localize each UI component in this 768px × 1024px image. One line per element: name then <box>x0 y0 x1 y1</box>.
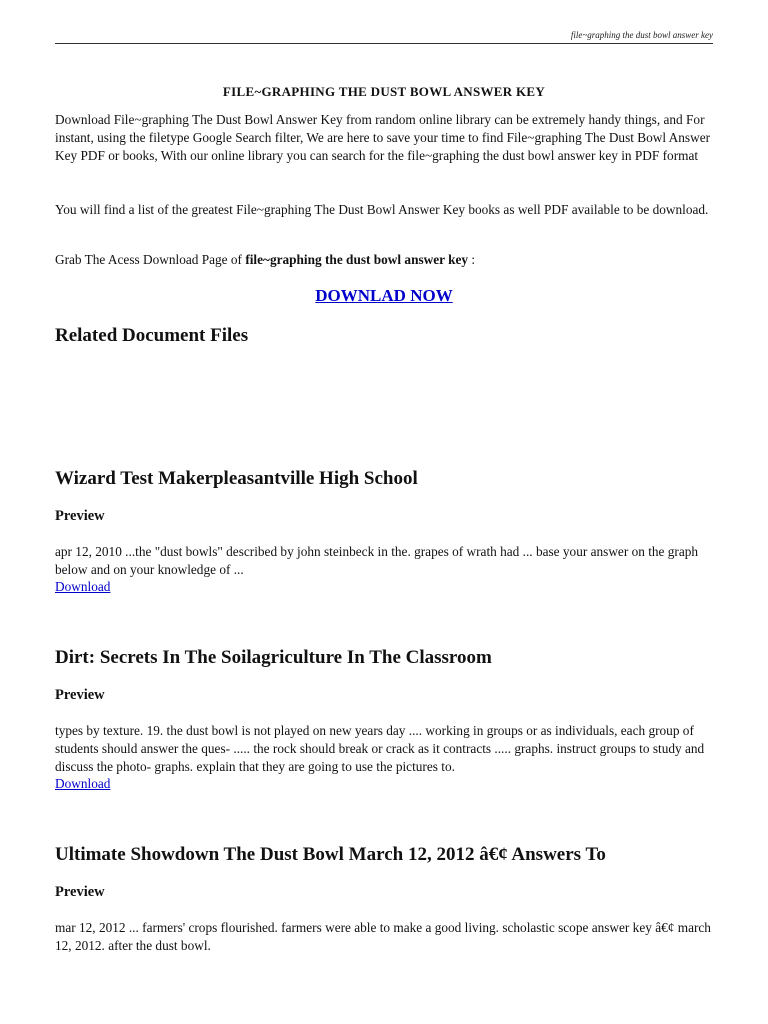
related-heading: Related Document Files <box>55 325 249 346</box>
grab-keyword: file~graphing the dust bowl answer key <box>245 252 469 267</box>
related-item <box>55 467 713 594</box>
download-link[interactable]: Download <box>55 579 111 594</box>
intro-paragraph: Download File~graphing The Dust Bowl Answer Key from random online library can be extremely handy things, and For instant, using the filetype Google Search filter, We are here to save your time to find File~graphing The Dust Bowl Answer Key PDF or books, With our online library you can search for the file~graphing the dust bowl answer key in PDF format <box>55 112 711 163</box>
related-item-description: mar 12, 2012 ... farmers' crops flourished. farmers were able to make a good living. scholastic scope answer key â€¢ march 12, 2012. after the dust bowl. <box>55 920 711 953</box>
download-now-link[interactable]: DOWNLAD NOW <box>315 286 453 305</box>
document-title: FILE~GRAPHING THE DUST BOWL ANSWER KEY <box>222 84 546 99</box>
related-item-description: apr 12, 2010 ...the "dust bowls" described by john steinbeck in the. grapes of wrath had ... base your answer on the graph below and on your knowledge of ... <box>55 544 699 577</box>
grab-suffix: : <box>468 252 476 267</box>
related-item-description: types by texture. 19. the dust bowl is not played on new years day .... working in groups or as individuals, each group of students should answer the ques- ..... the rock should break or crack as it contracts ..... graphs. instruct groups to study and discuss the photo- graphs. explain that they are going to use the pictures to. <box>55 723 705 774</box>
related-item-title: Dirt: Secrets In The Soilagriculture In The Classroom <box>55 647 492 668</box>
preview-label: Preview <box>55 884 105 900</box>
preview-label: Preview <box>55 508 105 524</box>
download-link[interactable]: Download <box>55 776 111 791</box>
related-item <box>55 843 713 953</box>
related-item-title: Wizard Test Makerpleasantville High School <box>55 468 418 489</box>
preview-label: Preview <box>55 687 105 703</box>
related-item <box>55 646 713 791</box>
header-rule <box>55 43 713 44</box>
grab-paragraph <box>55 251 713 269</box>
related-item-title: Ultimate Showdown The Dust Bowl March 12, 2012 â€¢ Answers To <box>55 844 606 865</box>
list-note-paragraph: You will find a list of the greatest File~graphing The Dust Bowl Answer Key books as well PDF available to be download. <box>55 202 709 217</box>
running-head: file~graphing the dust bowl answer key <box>570 30 713 40</box>
grab-prefix: Grab The Acess Download Page of <box>55 252 246 267</box>
